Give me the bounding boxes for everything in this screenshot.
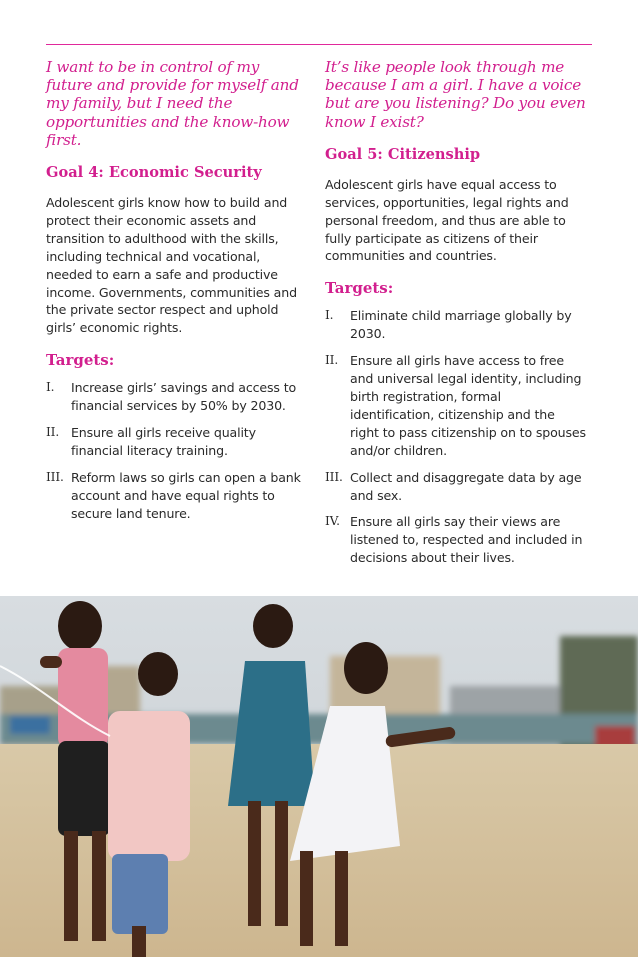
goal-4-targets-list	[46, 379, 308, 522]
top-rule	[46, 44, 592, 45]
target-item	[46, 424, 308, 460]
target-text: Ensure all girls say their views are listened to, respected and included in decisions about their lives.	[350, 514, 583, 566]
left-targets-title: Targets:	[46, 351, 115, 370]
goal-4-title: Goal 4: Economic Security	[46, 164, 262, 182]
target-number: III.	[325, 469, 343, 484]
goal-5-title: Goal 5: Citizenship	[325, 145, 481, 163]
goal-4-body: Adolescent girls know how to build and protect their economic assets and transition to adulthood with the skills, including technical and vocational, needed to earn a safe and productive income. Governments, communities and the private sector respect and uphold girls’ economic rights.	[46, 195, 297, 336]
target-number: II.	[46, 425, 60, 440]
photo-illustration	[0, 596, 638, 957]
target-item	[325, 513, 587, 567]
left-column	[46, 58, 308, 532]
target-number: I.	[325, 308, 334, 323]
target-item	[46, 469, 308, 523]
target-text: Increase girls’ savings and access to financial services by 50% by 2030.	[71, 380, 297, 414]
target-number: II.	[325, 353, 339, 368]
target-text: Reform laws so girls can open a bank account and have equal rights to secure land tenure.	[71, 469, 301, 521]
target-item	[325, 307, 587, 343]
target-text: Eliminate child marriage globally by 2030.	[350, 308, 572, 342]
target-item	[325, 469, 587, 505]
target-number: IV.	[325, 514, 340, 529]
right-quote: It’s like people look through me because I am a girl. I have a voice but are you listening? Do you even know I exist?	[325, 58, 586, 131]
left-quote: I want to be in control of my future and provide for myself and my family, but I need the opportunities and the know-how first.	[46, 58, 299, 149]
target-number: I.	[46, 380, 55, 395]
target-item	[325, 352, 587, 459]
target-item	[46, 379, 308, 415]
girls-playing-photo	[0, 596, 638, 957]
goal-5-body: Adolescent girls have equal access to services, opportunities, legal rights and personal freedom, and thus are able to fully participate as citizens of their communities and countries.	[325, 176, 569, 264]
target-text: Collect and disaggregate data by age and sex.	[350, 469, 582, 503]
target-text: Ensure all girls have access to free and universal legal identity, including birth registration, formal identification, citizenship and the right to pass citizenship on to spouses and/or children.	[350, 353, 586, 458]
right-column	[325, 58, 587, 576]
target-number: III.	[46, 469, 64, 484]
right-targets-title: Targets:	[325, 279, 394, 298]
target-text: Ensure all girls receive quality financial literacy training.	[71, 425, 256, 458]
goal-5-targets-list	[325, 307, 587, 567]
